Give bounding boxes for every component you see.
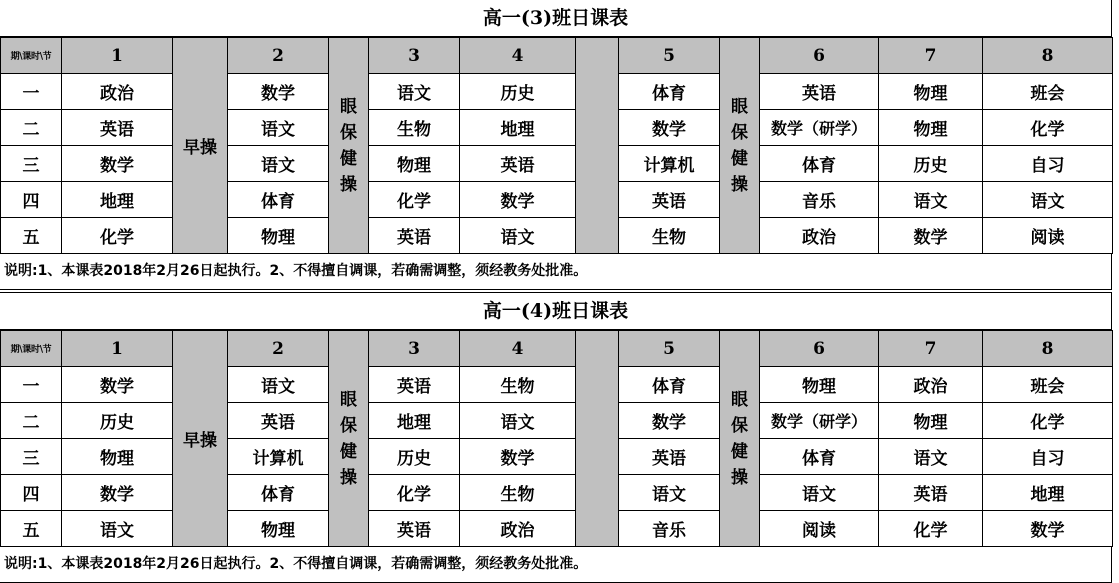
lesson-cell: 体育: [760, 146, 879, 182]
table-row: [1, 439, 1113, 475]
header-row: [1, 331, 1113, 367]
lesson-cell: 数学（研学）: [760, 110, 879, 146]
lesson-cell: 政治: [760, 218, 879, 254]
lesson-cell: 音乐: [619, 511, 720, 547]
period-header: 5: [619, 331, 720, 367]
table-row: [1, 475, 1113, 511]
day-cell: 二: [1, 403, 62, 439]
table-row: [1, 218, 1113, 254]
lesson-cell: 历史: [62, 403, 173, 439]
lesson-cell: 地理: [983, 475, 1113, 511]
eye-exercise-char: 保: [340, 415, 357, 436]
lesson-cell: 阅读: [760, 511, 879, 547]
lesson-cell: 数学: [62, 475, 173, 511]
table-row: [1, 146, 1113, 182]
eye-exercise-char: 健: [731, 148, 748, 169]
morning-exercise-cell: 早操: [173, 38, 228, 254]
table-row: [1, 403, 1113, 439]
eye-exercise-cell: [329, 38, 369, 254]
eye-exercise-char: 操: [340, 467, 357, 488]
timetable-grid: [0, 37, 1113, 254]
lesson-cell: 数学: [228, 74, 329, 110]
eye-exercise-cell: [720, 331, 760, 547]
timetable-title: 高一(3)班日课表: [0, 0, 1112, 37]
lesson-cell: 历史: [460, 74, 576, 110]
lesson-cell: 生物: [460, 367, 576, 403]
lesson-cell: 地理: [62, 182, 173, 218]
lesson-cell: 计算机: [619, 146, 720, 182]
lesson-cell: 语文: [879, 439, 983, 475]
period-header: 6: [760, 38, 879, 74]
lesson-cell: 英语: [760, 74, 879, 110]
lesson-cell: 物理: [879, 110, 983, 146]
lesson-cell: 物理: [760, 367, 879, 403]
lesson-cell: 英语: [369, 511, 460, 547]
lesson-cell: 化学: [369, 182, 460, 218]
day-cell: 四: [1, 182, 62, 218]
day-cell: 五: [1, 218, 62, 254]
lesson-cell: 数学: [460, 439, 576, 475]
lesson-cell: 体育: [619, 367, 720, 403]
eye-exercise-char: 眼: [731, 96, 748, 117]
lesson-cell: 数学: [619, 110, 720, 146]
period-header: 7: [879, 38, 983, 74]
lesson-cell: 音乐: [760, 182, 879, 218]
lesson-cell: 班会: [983, 74, 1113, 110]
lesson-cell: 语文: [619, 475, 720, 511]
lesson-cell: 生物: [619, 218, 720, 254]
lesson-cell: 生物: [369, 110, 460, 146]
corner-header: 期\课时\节: [1, 331, 62, 367]
lesson-cell: 语文: [228, 110, 329, 146]
lesson-cell: 语文: [460, 218, 576, 254]
lesson-cell: 物理: [228, 218, 329, 254]
eye-exercise-cell: [329, 331, 369, 547]
period-header: 7: [879, 331, 983, 367]
lesson-cell: 物理: [228, 511, 329, 547]
eye-exercise-char: 操: [340, 174, 357, 195]
day-cell: 四: [1, 475, 62, 511]
lesson-cell: 政治: [62, 74, 173, 110]
day-cell: 五: [1, 511, 62, 547]
lesson-cell: 语文: [879, 182, 983, 218]
period-header: 8: [983, 38, 1113, 74]
table-row: [1, 74, 1113, 110]
lesson-cell: 政治: [460, 511, 576, 547]
period-header: 3: [369, 38, 460, 74]
header-row: [1, 38, 1113, 74]
eye-exercise-char: 操: [731, 174, 748, 195]
day-cell: 三: [1, 439, 62, 475]
eye-exercise-char: 保: [731, 122, 748, 143]
corner-header: 期\课时\节: [1, 38, 62, 74]
timetable-note: 说明:1、本课表2018年2月26日起执行。2、不得擅自调课，若确需调整，须经教务处批准。: [0, 547, 1112, 583]
lesson-cell: 英语: [619, 439, 720, 475]
lesson-cell: 英语: [228, 403, 329, 439]
lesson-cell: 自习: [983, 439, 1113, 475]
lesson-cell: 体育: [228, 182, 329, 218]
lesson-cell: 物理: [62, 439, 173, 475]
lesson-cell: 语文: [228, 146, 329, 182]
period-header: 1: [62, 331, 173, 367]
lesson-cell: 语文: [228, 367, 329, 403]
lesson-cell: 语文: [460, 403, 576, 439]
lesson-cell: 数学（研学）: [760, 403, 879, 439]
lesson-cell: 化学: [369, 475, 460, 511]
lesson-cell: 英语: [62, 110, 173, 146]
eye-exercise-char: 操: [731, 467, 748, 488]
eye-exercise-char: 眼: [731, 389, 748, 410]
period-header: 4: [460, 38, 576, 74]
eye-exercise-char: 眼: [340, 389, 357, 410]
period-header: 6: [760, 331, 879, 367]
period-header: 4: [460, 331, 576, 367]
eye-exercise-char: 保: [340, 122, 357, 143]
lesson-cell: 生物: [460, 475, 576, 511]
lesson-cell: 英语: [460, 146, 576, 182]
timetable-grid: [0, 330, 1113, 547]
lesson-cell: 数学: [62, 367, 173, 403]
day-cell: 一: [1, 367, 62, 403]
lesson-cell: 化学: [879, 511, 983, 547]
eye-exercise-char: 眼: [340, 96, 357, 117]
lunch-break-column: [576, 331, 619, 547]
table-row: [1, 511, 1113, 547]
period-header: 5: [619, 38, 720, 74]
period-header: 3: [369, 331, 460, 367]
table-row: [1, 110, 1113, 146]
period-header: 8: [983, 331, 1113, 367]
eye-exercise-char: 保: [731, 415, 748, 436]
timetable-title: 高一(4)班日课表: [0, 293, 1112, 330]
day-cell: 一: [1, 74, 62, 110]
period-header: 2: [228, 38, 329, 74]
lesson-cell: 语文: [760, 475, 879, 511]
lesson-cell: 数学: [879, 218, 983, 254]
lesson-cell: 英语: [369, 218, 460, 254]
lesson-cell: 物理: [879, 74, 983, 110]
eye-exercise-cell: [720, 38, 760, 254]
eye-exercise-char: 健: [731, 441, 748, 462]
lesson-cell: 政治: [879, 367, 983, 403]
day-cell: 二: [1, 110, 62, 146]
lesson-cell: 计算机: [228, 439, 329, 475]
lesson-cell: 数学: [62, 146, 173, 182]
lesson-cell: 数学: [619, 403, 720, 439]
table-row: [1, 367, 1113, 403]
lesson-cell: 化学: [62, 218, 173, 254]
lesson-cell: 英语: [879, 475, 983, 511]
lesson-cell: 体育: [760, 439, 879, 475]
period-header: 2: [228, 331, 329, 367]
lesson-cell: 数学: [460, 182, 576, 218]
day-cell: 三: [1, 146, 62, 182]
lesson-cell: 英语: [369, 367, 460, 403]
lunch-break-column: [576, 38, 619, 254]
lesson-cell: 班会: [983, 367, 1113, 403]
eye-exercise-char: 健: [340, 441, 357, 462]
morning-exercise-cell: 早操: [173, 331, 228, 547]
lesson-cell: 历史: [369, 439, 460, 475]
timetable-note: 说明:1、本课表2018年2月26日起执行。2、不得擅自调课，若确需调整，须经教务处批准。: [0, 254, 1112, 290]
lesson-cell: 语文: [62, 511, 173, 547]
lesson-cell: 数学: [983, 511, 1113, 547]
lesson-cell: 阅读: [983, 218, 1113, 254]
lesson-cell: 化学: [983, 403, 1113, 439]
lesson-cell: 体育: [228, 475, 329, 511]
lesson-cell: 语文: [983, 182, 1113, 218]
eye-exercise-char: 健: [340, 148, 357, 169]
lesson-cell: 自习: [983, 146, 1113, 182]
table-row: [1, 182, 1113, 218]
lesson-cell: 体育: [619, 74, 720, 110]
lesson-cell: 化学: [983, 110, 1113, 146]
lesson-cell: 地理: [460, 110, 576, 146]
lesson-cell: 英语: [619, 182, 720, 218]
period-header: 1: [62, 38, 173, 74]
lesson-cell: 地理: [369, 403, 460, 439]
lesson-cell: 物理: [369, 146, 460, 182]
lesson-cell: 物理: [879, 403, 983, 439]
lesson-cell: 历史: [879, 146, 983, 182]
lesson-cell: 语文: [369, 74, 460, 110]
